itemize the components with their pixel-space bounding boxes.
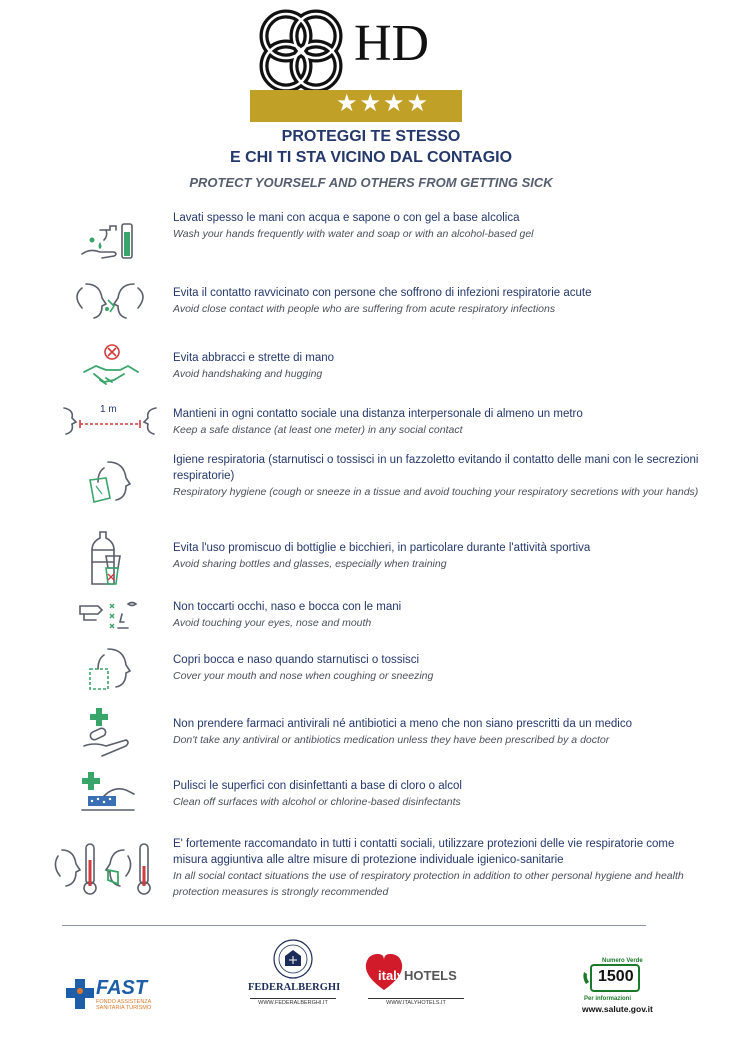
italyhotels-logo	[364, 948, 464, 1018]
hotel-logo	[250, 4, 462, 122]
instruction-it: Copri bocca e naso quando starnutisci o tossisci	[173, 654, 420, 666]
instruction-it: E' fortemente raccomandato in tutti i contatti sociali, utilizzare protezioni delle vie respiratorie come misura aggiuntiva alle altre misure di protezione individuale igienico-sanitarie	[173, 838, 675, 866]
instruction-en: Avoid close contact with people who are suffering from acute respiratory infections	[173, 303, 556, 315]
list-item	[60, 643, 700, 699]
instruction-it: Evita abbracci e strette di mano	[173, 352, 335, 364]
phone-icon	[582, 970, 594, 986]
fast-name: FAST	[96, 977, 148, 999]
italyhotels-name-prefix: italy	[378, 968, 405, 983]
bottle-glass-icon	[60, 528, 160, 588]
instruction-it: Evita l'uso promiscuo di bottiglie e bicchieri, in particolare durante l'attività sportiva	[173, 542, 591, 554]
distance-icon	[60, 400, 160, 460]
instruction-it: Evita il contatto ravvicinato con persone che soffrono di infezioni respiratorie acute	[173, 287, 592, 299]
instruction-it: Lavati spesso le mani con acqua e sapone o con gel a base alcolica	[173, 212, 520, 224]
close-contact-icon	[60, 276, 160, 336]
federalberghi-url[interactable]: WWW.FEDERALBERGHI.IT	[258, 1000, 328, 1006]
list-item	[60, 836, 700, 906]
federalberghi-emblem-icon	[273, 938, 313, 980]
list-item	[60, 704, 700, 760]
mask-thermometer-icon	[52, 836, 162, 896]
federalberghi-name: FEDERALBERGHI	[248, 982, 341, 993]
list-item	[60, 400, 700, 446]
handwash-icon	[60, 210, 160, 270]
instruction-en: Avoid handshaking and hugging	[173, 368, 323, 380]
logo-stars: ★★★★	[336, 90, 431, 117]
no-handshake-icon	[60, 338, 160, 398]
italyhotels-url[interactable]: WWW.ITALYHOTELS.IT	[386, 1000, 446, 1006]
fast-cross-icon	[66, 979, 94, 1009]
title-english: PROTECT YOURSELF AND OTHERS FROM GETTING SICK	[189, 175, 553, 190]
italyhotels-name-suffix: HOTELS	[404, 968, 457, 983]
instruction-en: Avoid touching your eyes, nose and mouth	[173, 617, 372, 629]
list-item	[60, 766, 700, 822]
list-item	[60, 528, 700, 590]
distance-label: 1 m	[100, 404, 117, 415]
instruction-en: Avoid sharing bottles and glasses, especially when training	[173, 558, 447, 570]
italyhotels-underline	[368, 998, 464, 999]
tissue-sneeze-icon	[60, 452, 160, 512]
list-item	[60, 210, 700, 266]
salute-url[interactable]: www.salute.gov.it	[582, 1004, 653, 1014]
medicine-pill-icon	[60, 704, 160, 764]
instruction-en: Keep a safe distance (at least one meter) in any social contact	[173, 424, 463, 436]
federalberghi-logo	[248, 938, 341, 1018]
numero-verde-number[interactable]: 1500	[598, 968, 634, 985]
list-item	[60, 596, 700, 636]
cover-mouth-icon	[60, 643, 160, 703]
title-italian-line2: E CHI TI STA VICINO DAL CONTAGIO	[229, 149, 513, 166]
federalberghi-underline	[250, 998, 336, 999]
list-item	[60, 338, 700, 394]
instruction-it: Non prendere farmaci antivirali né antibiotici a meno che non siano prescritti da un medico	[173, 718, 632, 730]
instruction-it: Mantieni in ogni contatto sociale una distanza interpersonale di almeno un metro	[173, 408, 583, 420]
instruction-en: Clean off surfaces with alcohol or chlorine-based disinfectants	[173, 796, 461, 808]
instruction-en: Cover your mouth and nose when coughing or sneezing	[173, 670, 434, 682]
instruction-en: In all social contact situations the use of respiratory protection in addition to other personal hygiene and health protection measures is strongly recommended	[173, 870, 684, 898]
instruction-en: Don't take any antiviral or antibiotics medication unless they have been prescribed by a doctor	[173, 734, 610, 746]
instruction-en: Wash your hands frequently with water and soap or with an alcohol-based gel	[173, 228, 534, 240]
fast-logo	[66, 975, 176, 1015]
list-item	[60, 452, 700, 522]
list-item	[60, 276, 700, 332]
instruction-en: Respiratory hygiene (cough or sneeze in a tissue and avoid touching your respiratory secretions with your hands)	[173, 486, 699, 498]
clean-surface-icon	[60, 766, 160, 826]
numero-verde-label: Numero Verde	[602, 958, 643, 964]
instruction-it: Pulisci le superfici con disinfettanti a base di cloro o alcol	[173, 780, 462, 792]
instruction-it: Non toccarti occhi, naso e bocca con le mani	[173, 601, 402, 613]
italyhotels-name	[378, 968, 457, 983]
numero-verde-logo	[580, 958, 653, 1016]
instruction-it: Igiene respiratoria (starnutisci o tossisci in un fazzoletto evitando il contatto delle mani con le secrezioni respiratorie)	[173, 454, 699, 482]
footer-divider	[62, 925, 646, 926]
fast-subtitle: FONDO ASSISTENZA SANITARIA TURISMO	[96, 999, 152, 1011]
title-italian-line1: PROTEGGI TE STESSO	[281, 128, 461, 145]
logo-text: HD	[354, 15, 430, 72]
numero-verde-info: Per informazioni	[584, 996, 632, 1002]
